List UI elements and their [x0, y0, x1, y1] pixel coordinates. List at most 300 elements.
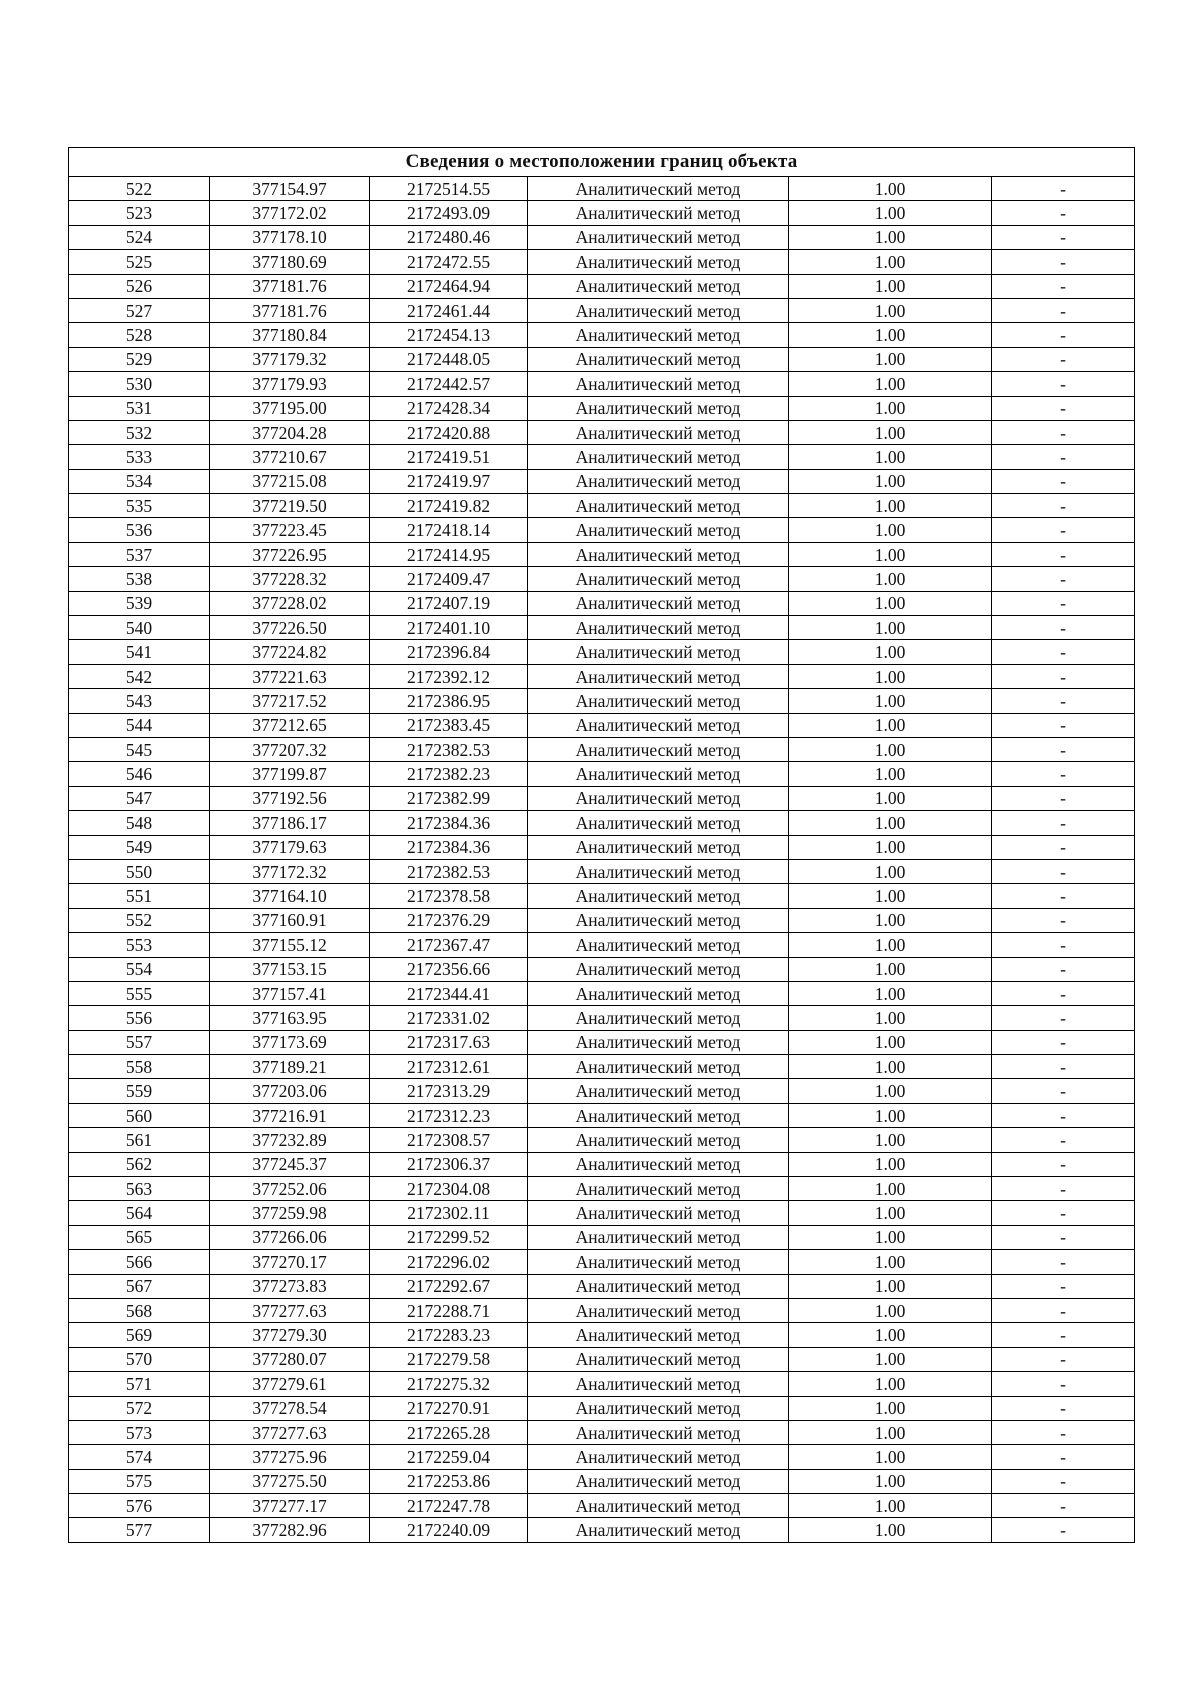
method-cell: Аналитический метод [528, 1079, 789, 1103]
accuracy-cell: 1.00 [789, 1323, 992, 1347]
point-number-cell: 544 [69, 713, 210, 737]
y-coordinate-cell: 2172367.47 [370, 933, 528, 957]
accuracy-cell: 1.00 [789, 1494, 992, 1518]
point-number-cell: 561 [69, 1128, 210, 1152]
point-number-cell: 553 [69, 933, 210, 957]
method-cell: Аналитический метод [528, 274, 789, 298]
y-coordinate-cell: 2172420.88 [370, 420, 528, 444]
accuracy-cell: 1.00 [789, 274, 992, 298]
table-row [69, 1128, 1135, 1152]
y-coordinate-cell: 2172306.37 [370, 1152, 528, 1176]
point-number-cell: 570 [69, 1347, 210, 1371]
description-cell: - [992, 542, 1135, 566]
description-cell: - [992, 1274, 1135, 1298]
y-coordinate-cell: 2172382.23 [370, 762, 528, 786]
table-row [69, 1347, 1135, 1371]
x-coordinate-cell: 377275.50 [210, 1469, 370, 1493]
description-cell: - [992, 298, 1135, 322]
point-number-cell: 533 [69, 445, 210, 469]
accuracy-cell: 1.00 [789, 201, 992, 225]
description-cell: - [992, 347, 1135, 371]
description-cell: - [992, 859, 1135, 883]
point-number-cell: 523 [69, 201, 210, 225]
accuracy-cell: 1.00 [789, 713, 992, 737]
description-cell: - [992, 567, 1135, 591]
table-row [69, 1201, 1135, 1225]
x-coordinate-cell: 377179.93 [210, 372, 370, 396]
x-coordinate-cell: 377192.56 [210, 786, 370, 810]
accuracy-cell: 1.00 [789, 250, 992, 274]
method-cell: Аналитический метод [528, 1128, 789, 1152]
x-coordinate-cell: 377216.91 [210, 1103, 370, 1127]
point-number-cell: 564 [69, 1201, 210, 1225]
table-row [69, 274, 1135, 298]
table-row [69, 225, 1135, 249]
description-cell: - [992, 640, 1135, 664]
accuracy-cell: 1.00 [789, 689, 992, 713]
table-row [69, 518, 1135, 542]
accuracy-cell: 1.00 [789, 1152, 992, 1176]
y-coordinate-cell: 2172292.67 [370, 1274, 528, 1298]
x-coordinate-cell: 377163.95 [210, 1006, 370, 1030]
method-cell: Аналитический метод [528, 957, 789, 981]
description-cell: - [992, 762, 1135, 786]
accuracy-cell: 1.00 [789, 323, 992, 347]
table-row [69, 298, 1135, 322]
point-number-cell: 557 [69, 1030, 210, 1054]
y-coordinate-cell: 2172247.78 [370, 1494, 528, 1518]
y-coordinate-cell: 2172312.23 [370, 1103, 528, 1127]
description-cell: - [992, 884, 1135, 908]
y-coordinate-cell: 2172419.51 [370, 445, 528, 469]
point-number-cell: 545 [69, 737, 210, 761]
table-row [69, 347, 1135, 371]
y-coordinate-cell: 2172448.05 [370, 347, 528, 371]
point-number-cell: 572 [69, 1396, 210, 1420]
x-coordinate-cell: 377217.52 [210, 689, 370, 713]
x-coordinate-cell: 377273.83 [210, 1274, 370, 1298]
x-coordinate-cell: 377278.54 [210, 1396, 370, 1420]
table-row [69, 1103, 1135, 1127]
x-coordinate-cell: 377245.37 [210, 1152, 370, 1176]
accuracy-cell: 1.00 [789, 591, 992, 615]
table-row [69, 811, 1135, 835]
y-coordinate-cell: 2172384.36 [370, 835, 528, 859]
x-coordinate-cell: 377172.32 [210, 859, 370, 883]
document-page [68, 147, 1134, 1543]
description-cell: - [992, 1372, 1135, 1396]
description-cell: - [992, 1250, 1135, 1274]
point-number-cell: 550 [69, 859, 210, 883]
point-number-cell: 525 [69, 250, 210, 274]
accuracy-cell: 1.00 [789, 1079, 992, 1103]
point-number-cell: 574 [69, 1445, 210, 1469]
x-coordinate-cell: 377226.95 [210, 542, 370, 566]
y-coordinate-cell: 2172514.55 [370, 177, 528, 201]
accuracy-cell: 1.00 [789, 1372, 992, 1396]
y-coordinate-cell: 2172461.44 [370, 298, 528, 322]
y-coordinate-cell: 2172382.53 [370, 737, 528, 761]
method-cell: Аналитический метод [528, 445, 789, 469]
point-number-cell: 552 [69, 908, 210, 932]
y-coordinate-cell: 2172253.86 [370, 1469, 528, 1493]
method-cell: Аналитический метод [528, 1420, 789, 1444]
accuracy-cell: 1.00 [789, 762, 992, 786]
y-coordinate-cell: 2172275.32 [370, 1372, 528, 1396]
x-coordinate-cell: 377252.06 [210, 1177, 370, 1201]
accuracy-cell: 1.00 [789, 1298, 992, 1322]
accuracy-cell: 1.00 [789, 835, 992, 859]
accuracy-cell: 1.00 [789, 1518, 992, 1542]
point-number-cell: 567 [69, 1274, 210, 1298]
y-coordinate-cell: 2172419.97 [370, 469, 528, 493]
table-body [69, 148, 1135, 1543]
y-coordinate-cell: 2172382.53 [370, 859, 528, 883]
y-coordinate-cell: 2172493.09 [370, 201, 528, 225]
description-cell: - [992, 933, 1135, 957]
description-cell: - [992, 1030, 1135, 1054]
accuracy-cell: 1.00 [789, 1396, 992, 1420]
accuracy-cell: 1.00 [789, 420, 992, 444]
x-coordinate-cell: 377259.98 [210, 1201, 370, 1225]
method-cell: Аналитический метод [528, 567, 789, 591]
y-coordinate-cell: 2172472.55 [370, 250, 528, 274]
description-cell: - [992, 420, 1135, 444]
y-coordinate-cell: 2172317.63 [370, 1030, 528, 1054]
y-coordinate-cell: 2172259.04 [370, 1445, 528, 1469]
accuracy-cell: 1.00 [789, 298, 992, 322]
accuracy-cell: 1.00 [789, 1030, 992, 1054]
accuracy-cell: 1.00 [789, 1250, 992, 1274]
accuracy-cell: 1.00 [789, 1103, 992, 1127]
accuracy-cell: 1.00 [789, 981, 992, 1005]
x-coordinate-cell: 377179.32 [210, 347, 370, 371]
description-cell: - [992, 737, 1135, 761]
table-row [69, 1494, 1135, 1518]
accuracy-cell: 1.00 [789, 469, 992, 493]
description-cell: - [992, 1347, 1135, 1371]
method-cell: Аналитический метод [528, 494, 789, 518]
y-coordinate-cell: 2172308.57 [370, 1128, 528, 1152]
method-cell: Аналитический метод [528, 1250, 789, 1274]
x-coordinate-cell: 377157.41 [210, 981, 370, 1005]
method-cell: Аналитический метод [528, 591, 789, 615]
point-number-cell: 534 [69, 469, 210, 493]
method-cell: Аналитический метод [528, 1323, 789, 1347]
table-row [69, 323, 1135, 347]
accuracy-cell: 1.00 [789, 1225, 992, 1249]
accuracy-cell: 1.00 [789, 445, 992, 469]
table-row [69, 1079, 1135, 1103]
table-row [69, 542, 1135, 566]
x-coordinate-cell: 377195.00 [210, 396, 370, 420]
point-number-cell: 558 [69, 1055, 210, 1079]
method-cell: Аналитический метод [528, 372, 789, 396]
x-coordinate-cell: 377277.17 [210, 1494, 370, 1518]
table-row [69, 494, 1135, 518]
y-coordinate-cell: 2172418.14 [370, 518, 528, 542]
x-coordinate-cell: 377224.82 [210, 640, 370, 664]
table-row [69, 1445, 1135, 1469]
accuracy-cell: 1.00 [789, 1347, 992, 1371]
x-coordinate-cell: 377228.32 [210, 567, 370, 591]
table-row [69, 616, 1135, 640]
x-coordinate-cell: 377173.69 [210, 1030, 370, 1054]
table-row [69, 1225, 1135, 1249]
method-cell: Аналитический метод [528, 1103, 789, 1127]
accuracy-cell: 1.00 [789, 664, 992, 688]
y-coordinate-cell: 2172302.11 [370, 1201, 528, 1225]
table-row [69, 1420, 1135, 1444]
method-cell: Аналитический метод [528, 640, 789, 664]
description-cell: - [992, 664, 1135, 688]
y-coordinate-cell: 2172409.47 [370, 567, 528, 591]
y-coordinate-cell: 2172382.99 [370, 786, 528, 810]
x-coordinate-cell: 377181.76 [210, 274, 370, 298]
method-cell: Аналитический метод [528, 737, 789, 761]
table-row [69, 957, 1135, 981]
x-coordinate-cell: 377280.07 [210, 1347, 370, 1371]
description-cell: - [992, 616, 1135, 640]
y-coordinate-cell: 2172344.41 [370, 981, 528, 1005]
accuracy-cell: 1.00 [789, 811, 992, 835]
accuracy-cell: 1.00 [789, 933, 992, 957]
table-row [69, 250, 1135, 274]
x-coordinate-cell: 377203.06 [210, 1079, 370, 1103]
accuracy-cell: 1.00 [789, 884, 992, 908]
description-cell: - [992, 274, 1135, 298]
table-row [69, 420, 1135, 444]
table-row [69, 1177, 1135, 1201]
description-cell: - [992, 689, 1135, 713]
point-number-cell: 542 [69, 664, 210, 688]
x-coordinate-cell: 377178.10 [210, 225, 370, 249]
method-cell: Аналитический метод [528, 469, 789, 493]
accuracy-cell: 1.00 [789, 1201, 992, 1225]
table-row [69, 1152, 1135, 1176]
method-cell: Аналитический метод [528, 1445, 789, 1469]
point-number-cell: 532 [69, 420, 210, 444]
x-coordinate-cell: 377204.28 [210, 420, 370, 444]
method-cell: Аналитический метод [528, 689, 789, 713]
method-cell: Аналитический метод [528, 811, 789, 835]
accuracy-cell: 1.00 [789, 737, 992, 761]
table-row [69, 1274, 1135, 1298]
method-cell: Аналитический метод [528, 1347, 789, 1371]
method-cell: Аналитический метод [528, 933, 789, 957]
point-number-cell: 559 [69, 1079, 210, 1103]
x-coordinate-cell: 377155.12 [210, 933, 370, 957]
point-number-cell: 529 [69, 347, 210, 371]
x-coordinate-cell: 377172.02 [210, 201, 370, 225]
point-number-cell: 577 [69, 1518, 210, 1542]
description-cell: - [992, 396, 1135, 420]
y-coordinate-cell: 2172313.29 [370, 1079, 528, 1103]
y-coordinate-cell: 2172428.34 [370, 396, 528, 420]
x-coordinate-cell: 377266.06 [210, 1225, 370, 1249]
method-cell: Аналитический метод [528, 1055, 789, 1079]
accuracy-cell: 1.00 [789, 786, 992, 810]
accuracy-cell: 1.00 [789, 640, 992, 664]
description-cell: - [992, 1177, 1135, 1201]
accuracy-cell: 1.00 [789, 542, 992, 566]
description-cell: - [992, 1494, 1135, 1518]
x-coordinate-cell: 377219.50 [210, 494, 370, 518]
table-row [69, 1250, 1135, 1274]
method-cell: Аналитический метод [528, 1469, 789, 1493]
x-coordinate-cell: 377186.17 [210, 811, 370, 835]
table-row [69, 1298, 1135, 1322]
point-number-cell: 528 [69, 323, 210, 347]
table-row [69, 713, 1135, 737]
point-number-cell: 526 [69, 274, 210, 298]
y-coordinate-cell: 2172383.45 [370, 713, 528, 737]
accuracy-cell: 1.00 [789, 1006, 992, 1030]
x-coordinate-cell: 377232.89 [210, 1128, 370, 1152]
description-cell: - [992, 1055, 1135, 1079]
point-number-cell: 563 [69, 1177, 210, 1201]
point-number-cell: 540 [69, 616, 210, 640]
table-row [69, 1372, 1135, 1396]
point-number-cell: 530 [69, 372, 210, 396]
point-number-cell: 541 [69, 640, 210, 664]
x-coordinate-cell: 377212.65 [210, 713, 370, 737]
y-coordinate-cell: 2172265.28 [370, 1420, 528, 1444]
x-coordinate-cell: 377277.63 [210, 1420, 370, 1444]
point-number-cell: 565 [69, 1225, 210, 1249]
boundary-coordinates-table [68, 147, 1135, 1543]
accuracy-cell: 1.00 [789, 1274, 992, 1298]
method-cell: Аналитический метод [528, 1177, 789, 1201]
description-cell: - [992, 811, 1135, 835]
description-cell: - [992, 1420, 1135, 1444]
description-cell: - [992, 1152, 1135, 1176]
y-coordinate-cell: 2172283.23 [370, 1323, 528, 1347]
description-cell: - [992, 1518, 1135, 1542]
point-number-cell: 562 [69, 1152, 210, 1176]
point-number-cell: 551 [69, 884, 210, 908]
point-number-cell: 555 [69, 981, 210, 1005]
point-number-cell: 543 [69, 689, 210, 713]
table-row [69, 177, 1135, 201]
method-cell: Аналитический метод [528, 347, 789, 371]
y-coordinate-cell: 2172386.95 [370, 689, 528, 713]
table-row [69, 445, 1135, 469]
description-cell: - [992, 250, 1135, 274]
description-cell: - [992, 908, 1135, 932]
y-coordinate-cell: 2172384.36 [370, 811, 528, 835]
table-row [69, 1469, 1135, 1493]
x-coordinate-cell: 377275.96 [210, 1445, 370, 1469]
point-number-cell: 536 [69, 518, 210, 542]
x-coordinate-cell: 377270.17 [210, 1250, 370, 1274]
description-cell: - [992, 177, 1135, 201]
x-coordinate-cell: 377226.50 [210, 616, 370, 640]
description-cell: - [992, 1469, 1135, 1493]
method-cell: Аналитический метод [528, 1225, 789, 1249]
table-row [69, 981, 1135, 1005]
method-cell: Аналитический метод [528, 1494, 789, 1518]
y-coordinate-cell: 2172392.12 [370, 664, 528, 688]
table-row [69, 884, 1135, 908]
accuracy-cell: 1.00 [789, 1177, 992, 1201]
x-coordinate-cell: 377223.45 [210, 518, 370, 542]
accuracy-cell: 1.00 [789, 372, 992, 396]
y-coordinate-cell: 2172299.52 [370, 1225, 528, 1249]
point-number-cell: 548 [69, 811, 210, 835]
description-cell: - [992, 591, 1135, 615]
table-row [69, 737, 1135, 761]
x-coordinate-cell: 377160.91 [210, 908, 370, 932]
accuracy-cell: 1.00 [789, 177, 992, 201]
point-number-cell: 566 [69, 1250, 210, 1274]
table-row [69, 835, 1135, 859]
method-cell: Аналитический метод [528, 323, 789, 347]
method-cell: Аналитический метод [528, 1030, 789, 1054]
accuracy-cell: 1.00 [789, 567, 992, 591]
table-row [69, 859, 1135, 883]
y-coordinate-cell: 2172304.08 [370, 1177, 528, 1201]
accuracy-cell: 1.00 [789, 347, 992, 371]
x-coordinate-cell: 377279.61 [210, 1372, 370, 1396]
point-number-cell: 556 [69, 1006, 210, 1030]
method-cell: Аналитический метод [528, 664, 789, 688]
point-number-cell: 560 [69, 1103, 210, 1127]
point-number-cell: 522 [69, 177, 210, 201]
method-cell: Аналитический метод [528, 298, 789, 322]
x-coordinate-cell: 377221.63 [210, 664, 370, 688]
table-row [69, 762, 1135, 786]
method-cell: Аналитический метод [528, 859, 789, 883]
description-cell: - [992, 372, 1135, 396]
y-coordinate-cell: 2172331.02 [370, 1006, 528, 1030]
point-number-cell: 575 [69, 1469, 210, 1493]
table-row [69, 1030, 1135, 1054]
y-coordinate-cell: 2172240.09 [370, 1518, 528, 1542]
y-coordinate-cell: 2172356.66 [370, 957, 528, 981]
x-coordinate-cell: 377215.08 [210, 469, 370, 493]
description-cell: - [992, 957, 1135, 981]
description-cell: - [992, 518, 1135, 542]
description-cell: - [992, 1079, 1135, 1103]
y-coordinate-cell: 2172396.84 [370, 640, 528, 664]
y-coordinate-cell: 2172454.13 [370, 323, 528, 347]
table-title: Сведения о местоположении границ объекта [69, 148, 1135, 177]
table-row [69, 664, 1135, 688]
description-cell: - [992, 469, 1135, 493]
x-coordinate-cell: 377153.15 [210, 957, 370, 981]
y-coordinate-cell: 2172296.02 [370, 1250, 528, 1274]
point-number-cell: 571 [69, 1372, 210, 1396]
method-cell: Аналитический метод [528, 1396, 789, 1420]
accuracy-cell: 1.00 [789, 225, 992, 249]
x-coordinate-cell: 377210.67 [210, 445, 370, 469]
method-cell: Аналитический метод [528, 786, 789, 810]
description-cell: - [992, 981, 1135, 1005]
method-cell: Аналитический метод [528, 542, 789, 566]
accuracy-cell: 1.00 [789, 1469, 992, 1493]
description-cell: - [992, 323, 1135, 347]
x-coordinate-cell: 377164.10 [210, 884, 370, 908]
table-title-row [69, 148, 1135, 177]
x-coordinate-cell: 377181.76 [210, 298, 370, 322]
description-cell: - [992, 1103, 1135, 1127]
description-cell: - [992, 1201, 1135, 1225]
accuracy-cell: 1.00 [789, 494, 992, 518]
accuracy-cell: 1.00 [789, 1055, 992, 1079]
method-cell: Аналитический метод [528, 1201, 789, 1225]
method-cell: Аналитический метод [528, 1152, 789, 1176]
